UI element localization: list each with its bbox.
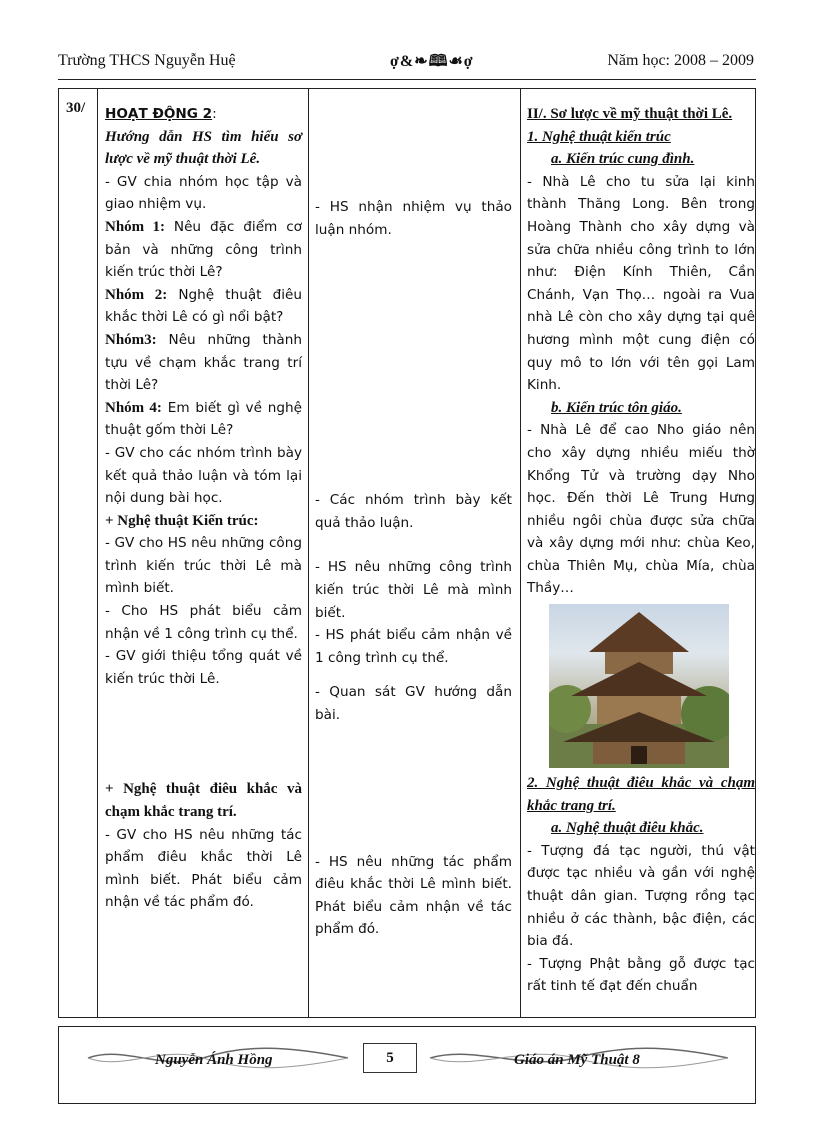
paragraph: - HS nêu những tác phẩm điêu khắc thời Lê mình biết. Phát biểu cảm nhận về tác phẩm đó. bbox=[315, 853, 512, 938]
activity-subtitle: Hướng dẫn HS tìm hiểu sơ lược về mỹ thuật thời Lê. bbox=[105, 128, 302, 168]
paragraph: - GV cho HS nêu những tác phẩm điêu khắc thời Lê mình biết. Phát biểu cảm nhận về tác phẩm đó. bbox=[105, 826, 302, 911]
content-column bbox=[527, 103, 755, 998]
paragraph: - HS nhận nhiệm vụ thảo luận nhóm. bbox=[315, 199, 512, 238]
subsection-title: 2. Nghệ thuật điêu khắc và chạm khắc trang trí. bbox=[527, 775, 755, 814]
page-footer bbox=[58, 1026, 756, 1104]
activity-heading: HOẠT ĐỘNG 2 bbox=[105, 106, 213, 122]
paragraph: - Quan sát GV hướng dẫn bài. bbox=[315, 684, 512, 723]
paragraph: - GV giới thiệu tổng quát về kiến trúc thời Lê. bbox=[105, 648, 302, 687]
header-divider bbox=[58, 79, 756, 80]
pagoda-photo bbox=[549, 604, 729, 768]
student-activity-column bbox=[315, 196, 512, 941]
paragraph: - HS phát biểu cảm nhận về 1 công trình cụ thể. bbox=[315, 627, 512, 666]
subsection-title: a. Kiến trúc cung đình. bbox=[551, 151, 695, 168]
subsection-title: a. Nghệ thuật điêu khắc. bbox=[551, 820, 704, 837]
paragraph: - GV cho các nhóm trình bày kết quả thảo luận và tóm lại nội dung bài học. bbox=[105, 444, 302, 507]
school-year: Năm học: 2008 – 2009 bbox=[607, 52, 754, 69]
paragraph: - GV cho HS nêu những công trình kiến trúc thời Lê mà mình biết. bbox=[105, 535, 302, 597]
page-header bbox=[58, 50, 754, 76]
header-ornament: ợ&❧🕮☙ợ bbox=[390, 53, 474, 70]
school-name: Trường THCS Nguyễn Huệ bbox=[58, 52, 236, 69]
group-task: Nhóm 1: Nêu đặc điểm cơ bản và những công trình kiến trúc thời Lê? bbox=[105, 218, 302, 281]
group-task: Nhóm3: Nêu những thành tựu về chạm khắc trang trí thời Lê? bbox=[105, 331, 302, 394]
time-cell: 30/ bbox=[66, 100, 86, 116]
subsection-title: b. Kiến trúc tôn giáo. bbox=[551, 399, 682, 416]
paragraph: - Cho HS phát biểu cảm nhận về 1 công trình cụ thể. bbox=[105, 603, 302, 642]
group-task: Nhóm 2: Nghệ thuật điêu khắc thời Lê có gì nổi bật? bbox=[105, 286, 302, 326]
paragraph: - Các nhóm trình bày kết quả thảo luận. bbox=[315, 492, 512, 531]
page-number: 5 bbox=[363, 1043, 417, 1073]
section-title: II/. Sơ lược về mỹ thuật thời Lê. bbox=[527, 106, 733, 122]
column-divider bbox=[97, 89, 98, 1017]
pagoda-icon bbox=[549, 604, 729, 768]
group-task: Nhóm 4: Em biết gì về nghệ thuật gốm thời Lê? bbox=[105, 399, 302, 439]
subsection-title: 1. Nghệ thuật kiến trúc bbox=[527, 128, 671, 145]
section-heading: + Nghệ thuật Kiến trúc: bbox=[105, 512, 259, 529]
paragraph: - GV chia nhóm học tập và giao nhiệm vụ. bbox=[105, 173, 302, 213]
paragraph: - Tượng Phật bằng gỗ được tạc rất tinh tế đạt đến chuẩn bbox=[527, 955, 755, 995]
column-divider bbox=[308, 89, 309, 1017]
paragraph: - Nhà Lê để cao Nho giáo nên cho xây dựng nhiều miếu thờ Khổng Tử và trường dạy Nho học. Đến thời Lê Trung Hưng nhiều ngôi chùa được sửa chữa và xây dựng mới như: chùa Keo, chùa Thiên Mụ, chùa Mía, chùa Thầy… bbox=[527, 422, 755, 597]
subject-name: Giáo án Mỹ Thuật 8 bbox=[514, 1052, 640, 1068]
teacher-activity-column: HOẠT ĐỘNG 2: Hướng dẫn HS tìm hiểu sơ lược về mỹ thuật thời Lê. - GV chia nhóm học tập và giao nhiệm vụ. Nhóm 1: Nêu đặc điểm cơ bản và những công trình kiến trúc thời Lê? Nhóm 2: Nghệ thuật điêu khắc thời Lê có gì nổi bật? Nhóm3: Nêu những thành tựu về chạm khắc trang trí thời Lê? Nhóm 4: Em biết gì về nghệ thuật gốm thời Lê? - GV cho các nhóm trình bày kết quả thảo luận và tóm lại nội dung bài học. + Nghệ thuật Kiến trúc: - GV cho HS nêu những công trình kiến trúc thời Lê mà mình biết. - Cho HS phát biểu cảm nhận về 1 công trình cụ thể. - GV giới thiệu tổng quát về kiến trúc thời Lê. + Nghệ thuật điêu khắc và chạm khắc trang trí. - GV cho HS nêu những tác phẩm điêu khắc thời Lê mình biết. Phát biểu cảm nhận về tác phẩm đó. bbox=[105, 103, 302, 914]
paragraph: - Nhà Lê cho tu sửa lại kinh thành Thăng Long. Bên trong Hoàng Thành cho xây dựng và sửa chữa nhiều công trình to lớn như: Điện Kính Thiên, Cần Chánh, Vạn Thọ… ngoài ra Vua nhà Lê còn cho xây dựng tại quê hương mình một cung điện có quy mô to lớn với tên gọi Lam Kinh. bbox=[527, 173, 755, 394]
author-name: Nguyễn Ánh Hồng bbox=[155, 1052, 273, 1068]
paragraph: - Tượng đá tạc người, thú vật được tạc nhiều và gần với nghệ thuật dân gian. Tượng rồng tạc nhiều ở các thành, bậc điện, các bia đá. bbox=[527, 842, 755, 950]
lesson-table bbox=[58, 88, 756, 1018]
section-heading: + Nghệ thuật điêu khắc và chạm khắc trang trí. bbox=[105, 781, 302, 821]
column-divider bbox=[520, 89, 521, 1017]
paragraph: - HS nêu những công trình kiến trúc thời Lê mà mình biết. bbox=[315, 559, 512, 621]
